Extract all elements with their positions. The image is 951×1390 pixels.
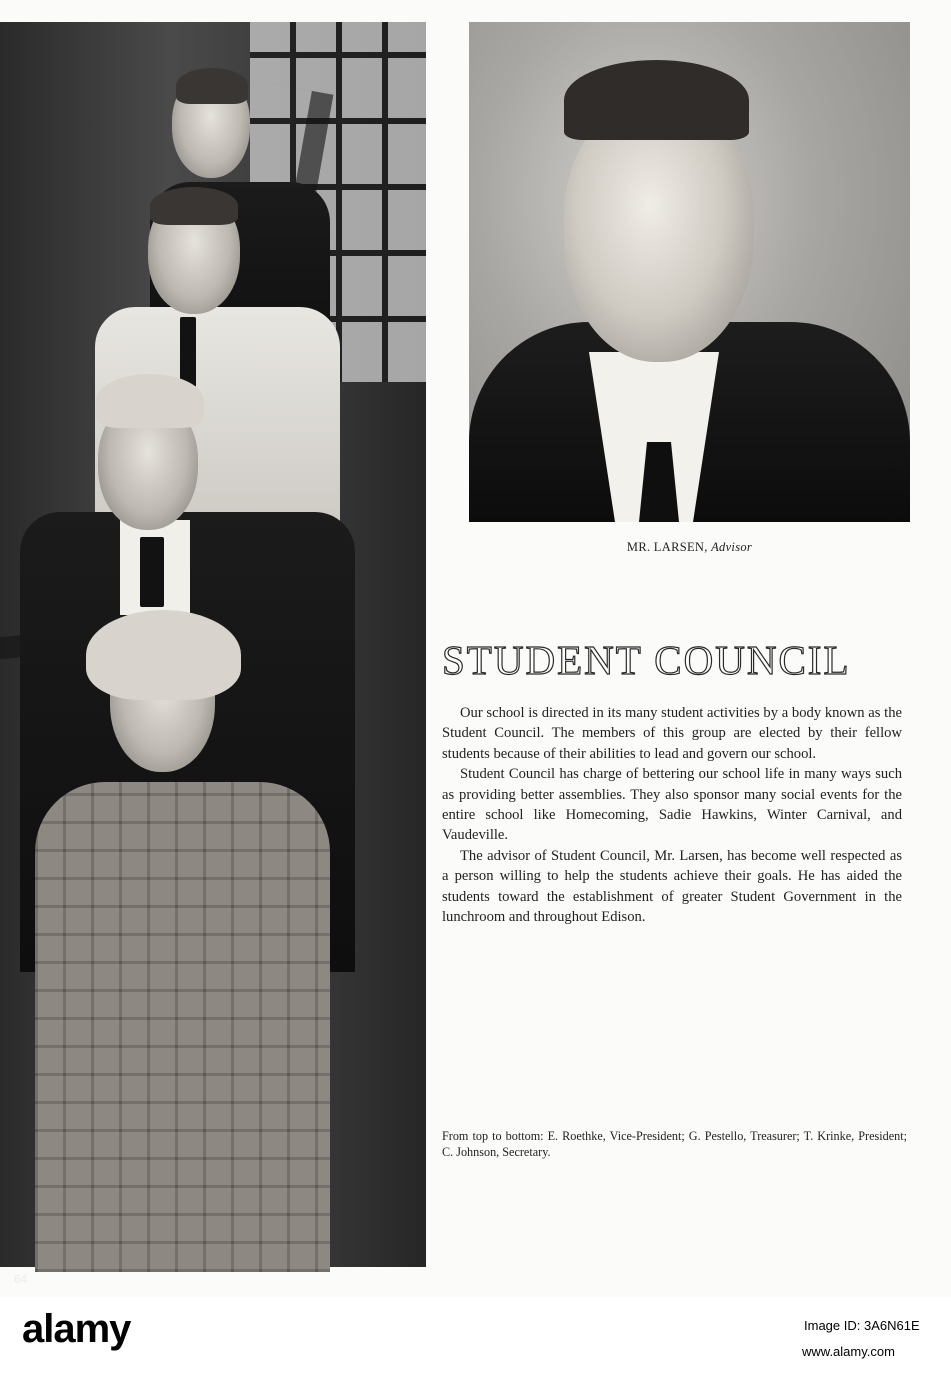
members-caption: From top to bottom: E. Roethke, Vice-President; G. Pestello, Treasurer; T. Krinke, President; C. Johnson, Secretary.: [442, 1129, 907, 1159]
alamy-logo: alamy: [22, 1307, 131, 1351]
advisor-portrait: [469, 22, 910, 518]
paragraph: The advisor of Student Council, Mr. Larsen, has become well respected as a person willing to help the students achieve their goals. He has aided the students toward the establishment of greater Student Government in the lunchroom and throughout Edison.: [442, 847, 902, 926]
site-url[interactable]: www.alamy.com: [802, 1344, 895, 1359]
image-id: Image ID: 3A6N61E: [804, 1318, 920, 1333]
paragraph: Our school is directed in its many student activities by a body known as the Student Council. The members of this group are elected by their fellow students because of their abilities to lead and govern our school.: [442, 705, 902, 762]
student-council-officers-photo: [0, 22, 426, 1286]
paragraph: Student Council has charge of bettering our school life in many ways such as providing better assemblies. They also sponsor many social events for the entire school like Homecoming, Sadie Hawkins, Winter Carnival, and Vaudeville.: [442, 766, 902, 844]
advisor-name: MR. LARSEN,: [626, 540, 708, 554]
advisor-caption: [469, 540, 910, 555]
page-title: STUDENT COUNCIL: [442, 637, 851, 683]
page-number: 64: [14, 1272, 28, 1286]
article-body: [442, 703, 902, 927]
advisor-role: Advisor: [711, 540, 753, 554]
